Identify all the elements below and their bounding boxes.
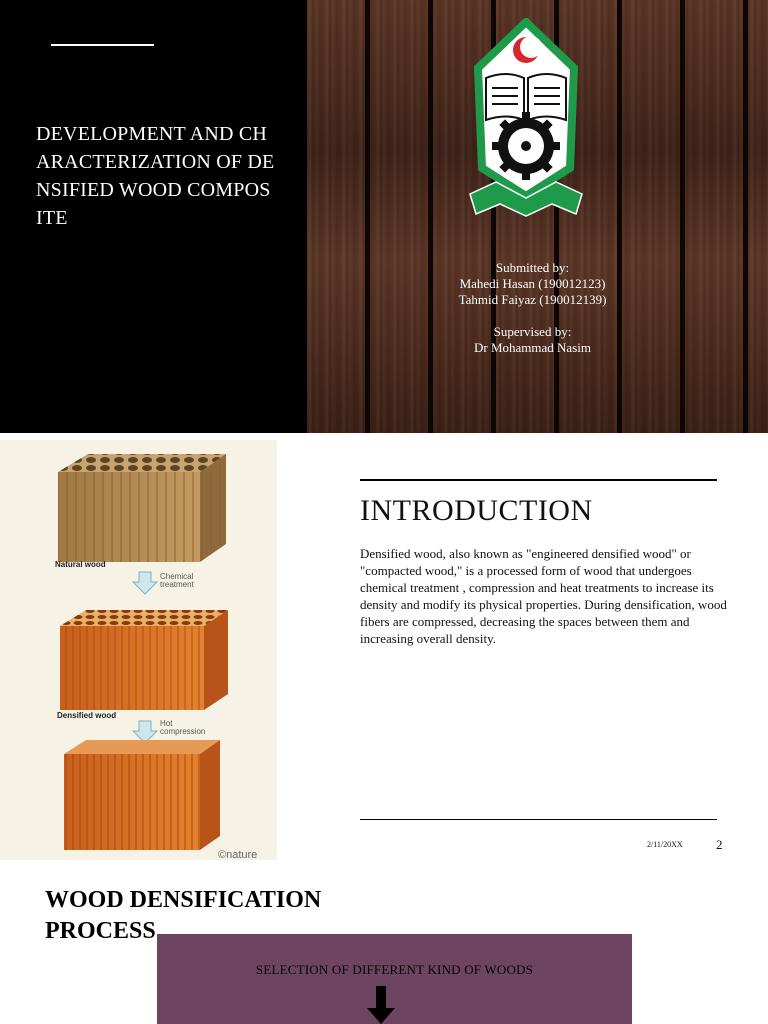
natural-wood-label: Natural wood — [55, 560, 106, 569]
process-heading: WOOD DENSIFICATION PROCESS — [45, 887, 322, 944]
introduction-paragraph: Densified wood, also known as "engineered densified wood" or "compacted wood," is a processed form of wood that undergoes chemical treatment , compression and heat treatments to increase its density and modify its physical properties. During densification, wood fibers are compressed, decreasing the spaces between them and increasing overall density. — [360, 546, 727, 646]
process-slide — [0, 866, 768, 1024]
slide-date: 2/11/20XX — [647, 840, 683, 849]
spacer — [430, 308, 635, 324]
page-number: 2 — [716, 837, 723, 852]
credits-block — [430, 260, 635, 356]
footer-rule — [360, 819, 717, 820]
densified-wood-label: Densified wood — [57, 711, 117, 720]
title-panel — [0, 0, 307, 433]
submitted-by-label: Submitted by: — [495, 260, 570, 275]
process-step-box — [157, 934, 632, 1024]
chemical-treatment-label: Chemical — [160, 572, 194, 581]
title-slide — [0, 0, 768, 433]
hot-compression-label: Hot — [160, 719, 173, 728]
figure-credit: ©nature — [218, 849, 258, 861]
process-step-label: SELECTION OF DIFFERENT KIND OF WOODS — [255, 962, 534, 977]
arrow-down-icon — [366, 986, 396, 1024]
presentation-title: DEVELOPMENT AND CHARACTERIZATION OF DENSIFIED WOOD COMPOSITE — [36, 123, 275, 229]
heading-rule — [360, 479, 717, 481]
supervisor-name: Dr Mohammad Nasim — [474, 340, 591, 355]
hot-compression-label: compression — [160, 727, 206, 736]
author-name: Mahedi Hasan (190012123) — [459, 276, 606, 291]
introduction-slide — [0, 440, 768, 860]
section-heading: INTRODUCTION — [360, 494, 593, 527]
wood-blocks-illustration — [0, 440, 277, 860]
university-crest-icon — [466, 18, 586, 218]
author-name: Tahmid Faiyaz (190012139) — [458, 292, 607, 307]
title-accent-rule — [51, 44, 154, 46]
supervised-by-label: Supervised by: — [493, 324, 572, 339]
chemical-treatment-label: treatment — [160, 580, 194, 589]
densification-figure — [0, 440, 277, 860]
